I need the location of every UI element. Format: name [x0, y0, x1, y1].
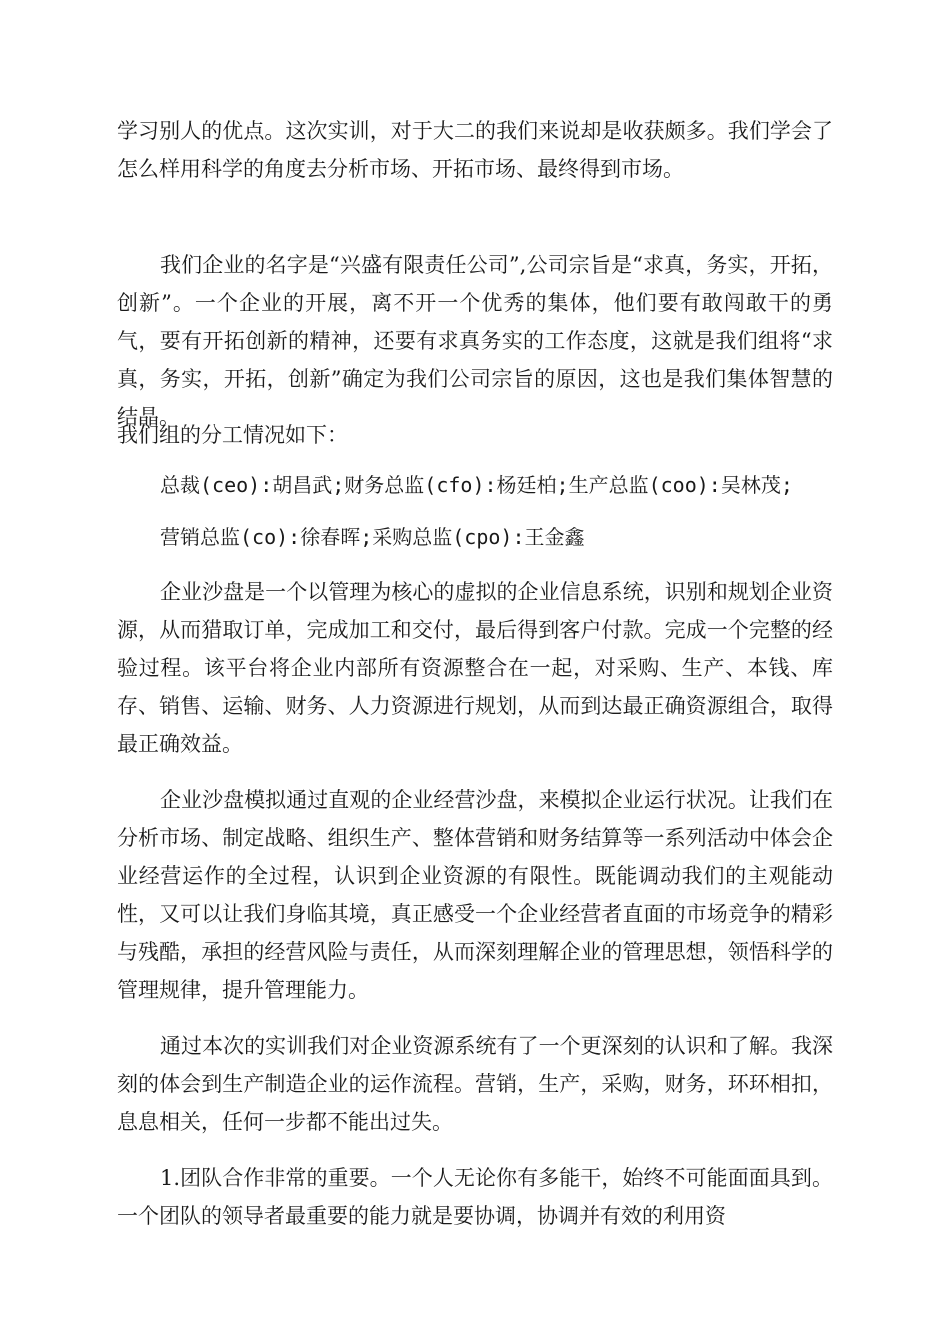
paragraph-company-name: 我们企业的名字是“兴盛有限责任公司”,公司宗旨是“求真，务实，开拓，创新”。一个企业的开展，离不开一个优秀的集体，他们要有敢闯敢干的勇气，要有开拓创新的精神，还要有求真务实的工作态度，这就是我们组将“求真，务实，开拓，创新”确定为我们公司宗旨的原因，这也是我们集体智慧的结晶。: [117, 253, 833, 429]
paragraph-sandbox-definition: 企业沙盘是一个以管理为核心的虚拟的企业信息系统，识别和规划企业资源，从而猎取订单，完成加工和交付，最后得到客户付款。完成一个完整的经验过程。该平台将企业内部所有资源整合在一起，对采购、生产、本钱、库存、销售、运输、财务、人力资源进行规划，从而到达最正确资源组合，取得最正确效益。: [117, 580, 833, 756]
paragraph-sandbox-simulation: 企业沙盘模拟通过直观的企业经营沙盘，来模拟企业运行状况。让我们在分析市场、制定战略、组织生产、整体营销和财务结算等一系列活动中体会企业经营运作的全过程，认识到企业资源的有限性。既能调动我们的主观能动性，又可以让我们身临其境，真正感受一个企业经营者直面的市场竞争的精彩与残酷，承担的经营风险与责任，从而深刻理解企业的管理思想，领悟科学的管理规律，提升管理能力。: [117, 788, 833, 1002]
paragraph-division-heading: 我们组的分工情况如下：: [117, 423, 348, 447]
paragraph-training-summary: 通过本次的实训我们对企业资源系统有了一个更深刻的认识和了解。我深刻的体会到生产制造企业的运作流程。营销，生产，采购，财务，环环相扣，息息相关，任何一步都不能出过失。: [117, 1034, 833, 1134]
paragraph-intro-continuation: 学习别人的优点。这次实训，对于大二的我们来说却是收获颇多。我们学会了怎么样用科学的角度去分析市场、开拓市场、最终得到市场。: [117, 119, 833, 181]
paragraph-roles-line-2: 营销总监(co):徐春晖;采购总监(cpo):王金鑫: [160, 525, 585, 549]
paragraph-teamwork-point: 1.团队合作非常的重要。一个人无论你有多能干，始终不可能面面具到。一个团队的领导者最重要的能力就是要协调，协调并有效的利用资: [117, 1166, 833, 1228]
paragraph-roles-line-1: 总裁(ceo):胡昌武;财务总监(cfo):杨廷柏;生产总监(coo):吴林茂;: [160, 473, 793, 497]
